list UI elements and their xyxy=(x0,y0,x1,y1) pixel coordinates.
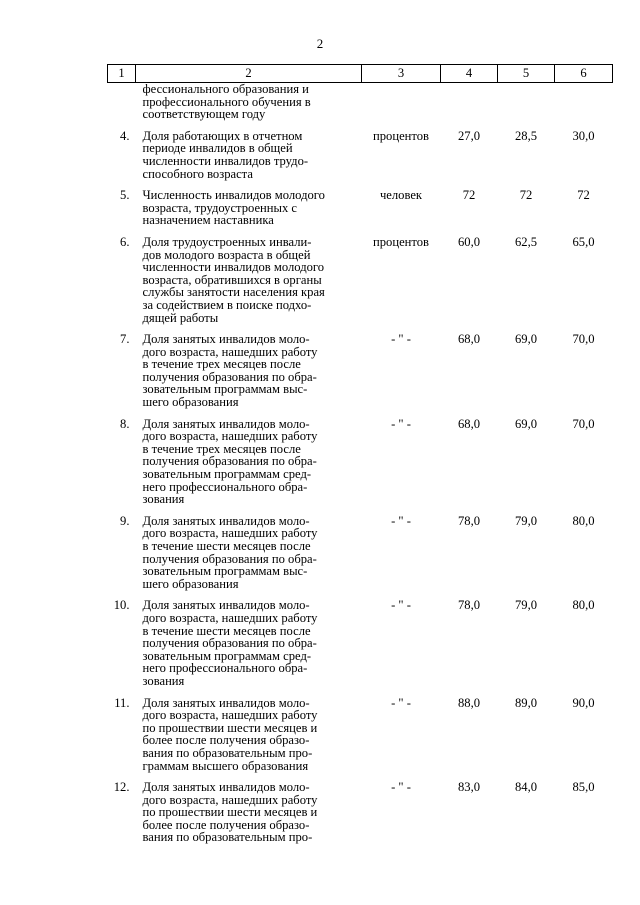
value-cell: 60,0 xyxy=(457,234,481,249)
indicator-name-line: получения образования по обра- xyxy=(142,551,317,566)
value-cell xyxy=(555,83,613,130)
indicator-name-line: него профессионального обра- xyxy=(142,661,308,676)
indicator-name-line: него профессионального обра- xyxy=(142,479,308,494)
column-header: 4 xyxy=(441,65,498,83)
indicator-name-line: за содействием в поиске подхо- xyxy=(142,297,312,312)
unit-cell: - " - xyxy=(391,416,411,431)
table-row xyxy=(108,333,613,418)
indicators-table xyxy=(107,64,613,853)
indicator-name-line: профессионального обучения в xyxy=(142,94,311,109)
indicator-name-line: в течение трех месяцев после xyxy=(142,441,301,456)
indicator-name-line: Доля занятых инвалидов моло- xyxy=(142,780,310,795)
indicator-name-line: вания по образовательным про- xyxy=(142,745,313,760)
row-number: 6. xyxy=(120,234,130,249)
value-cell: 72 xyxy=(577,188,590,203)
indicator-name-line: в течение трех месяцев после xyxy=(142,357,301,372)
table-row xyxy=(108,781,613,853)
indicator-name-line: Доля работающих в отчетном xyxy=(142,128,303,143)
column-header: 1 xyxy=(108,65,136,83)
value-cell: 27,0 xyxy=(457,128,481,143)
row-number: 10. xyxy=(113,598,130,613)
value-cell: 70,0 xyxy=(572,416,595,431)
indicator-name-line: получения образования по обра- xyxy=(142,369,317,384)
value-cell: 72 xyxy=(519,188,533,203)
page-number: 2 xyxy=(316,36,324,51)
indicator-name-line: зовательным программам сред- xyxy=(142,648,312,663)
row-number: 9. xyxy=(120,513,130,528)
indicator-name-line: способного возраста xyxy=(142,166,253,181)
indicator-name-line: численности инвалидов трудо- xyxy=(142,153,309,168)
indicator-name-line: Доля занятых инвалидов моло- xyxy=(142,332,310,347)
indicator-name-line: возраста, обратившихся в органы xyxy=(142,272,322,287)
indicator-name-line: дого возраста, нашедших работу xyxy=(142,429,318,444)
column-header: 2 xyxy=(136,65,362,83)
value-cell: 65,0 xyxy=(572,234,595,249)
table-row xyxy=(108,189,613,236)
row-number: 5. xyxy=(120,188,130,203)
indicator-name xyxy=(136,781,362,853)
value-cell: 69,0 xyxy=(514,416,538,431)
indicator-name-line: более после получения образо- xyxy=(142,817,310,832)
value-cell: 72 xyxy=(462,188,476,203)
value-cell: 30,0 xyxy=(572,128,595,143)
value-cell: 62,5 xyxy=(514,234,538,249)
indicator-name-line: численности инвалидов молодого xyxy=(142,260,325,275)
indicator-name-line: более после получения образо- xyxy=(142,733,310,748)
indicator-name-line: зовательным программам выс- xyxy=(142,564,308,579)
value-cell xyxy=(441,83,498,130)
indicator-name-line: соответствующем году xyxy=(142,107,266,122)
indicator-name-line: Доля занятых инвалидов моло- xyxy=(142,598,310,613)
table-row xyxy=(108,697,613,782)
value-cell: 90,0 xyxy=(572,695,595,710)
row-number xyxy=(108,83,136,130)
unit-cell: - " - xyxy=(391,780,411,795)
indicator-name-line: дого возраста, нашедших работу xyxy=(142,344,318,359)
value-cell: 68,0 xyxy=(457,416,481,431)
row-number: 12. xyxy=(113,780,130,795)
indicator-name-line: фессионального образования и xyxy=(142,82,309,96)
indicator-name-line: дого возраста, нашедших работу xyxy=(142,610,318,625)
indicator-name-line: Доля занятых инвалидов моло- xyxy=(142,513,310,528)
table-row xyxy=(108,130,613,189)
indicator-name-line: зования xyxy=(142,492,185,507)
unit-cell: процентов xyxy=(373,128,429,143)
indicator-name-line: в течение шести месяцев после xyxy=(142,539,311,553)
unit-cell: - " - xyxy=(391,695,411,710)
value-cell: 78,0 xyxy=(457,513,481,528)
indicator-name-line: зования xyxy=(142,673,185,688)
value-cell: 78,0 xyxy=(457,598,481,613)
indicator-name-line: по прошествии шести месяцев и xyxy=(142,720,318,735)
value-cell: 79,0 xyxy=(514,598,538,613)
indicator-name-line: периоде инвалидов в общей xyxy=(142,141,293,156)
value-cell: 89,0 xyxy=(514,695,538,710)
table-row xyxy=(108,83,613,130)
unit-cell: - " - xyxy=(391,332,411,347)
value-cell: 83,0 xyxy=(457,780,481,795)
indicator-name xyxy=(136,418,362,515)
indicator-name-line: зовательным программам выс- xyxy=(142,382,308,397)
value-cell: 80,0 xyxy=(572,513,595,528)
indicator-name-line: шего образования xyxy=(142,576,239,591)
indicator-name-line: Доля занятых инвалидов моло- xyxy=(142,416,310,431)
indicator-name-line: дого возраста, нашедших работу xyxy=(142,792,318,807)
indicator-name-line: зовательным программам сред- xyxy=(142,467,312,482)
indicator-name xyxy=(136,130,362,189)
indicator-name-line: Доля трудоустроенных инвали- xyxy=(142,234,312,249)
indicator-name-line: дого возраста, нашедших работу xyxy=(142,708,318,723)
indicator-name xyxy=(136,83,362,130)
indicator-name xyxy=(136,599,362,696)
value-cell: 68,0 xyxy=(457,332,481,347)
indicator-name-line: Численность инвалидов молодого xyxy=(142,188,325,203)
indicator-name-line: дого возраста, нашедших работу xyxy=(142,526,318,541)
indicator-name-line: дящей работы xyxy=(142,310,219,325)
unit-cell xyxy=(362,83,441,130)
indicator-name xyxy=(136,189,362,236)
row-number: 7. xyxy=(120,332,130,347)
indicator-name-line: вания по образовательным про- xyxy=(142,830,313,845)
indicator-name-line: по прошествии шести месяцев и xyxy=(142,805,318,820)
column-header: 5 xyxy=(498,65,555,83)
indicator-name-line: получения образования по обра- xyxy=(142,636,317,651)
table-row xyxy=(108,418,613,515)
unit-cell: процентов xyxy=(373,234,429,249)
indicator-name-line: службы занятости населения края xyxy=(142,285,325,300)
indicator-name-line: шего образования xyxy=(142,395,239,410)
indicator-name-line: граммам высшего образования xyxy=(142,758,309,773)
indicator-name xyxy=(136,515,362,600)
indicator-name-line: Доля занятых инвалидов моло- xyxy=(142,695,310,710)
value-cell: 80,0 xyxy=(572,598,595,613)
column-header: 3 xyxy=(362,65,441,83)
unit-cell: человек xyxy=(379,188,423,203)
unit-cell: - " - xyxy=(391,513,411,528)
indicator-name-line: получения образования по обра- xyxy=(142,454,317,469)
indicator-name xyxy=(136,333,362,418)
indicator-name-line: возраста, трудоустроенных с xyxy=(142,200,298,215)
table-header-row xyxy=(108,65,613,83)
unit-cell: - " - xyxy=(391,598,411,613)
row-number: 11. xyxy=(114,695,130,710)
indicator-name xyxy=(136,697,362,782)
value-cell: 79,0 xyxy=(514,513,538,528)
table-row xyxy=(108,236,613,333)
row-number: 4. xyxy=(120,128,130,143)
indicator-name-line: назначением наставника xyxy=(142,213,274,228)
row-number: 8. xyxy=(120,416,130,431)
indicator-name xyxy=(136,236,362,333)
table-row xyxy=(108,515,613,600)
value-cell xyxy=(498,83,555,130)
value-cell: 85,0 xyxy=(572,780,595,795)
value-cell: 84,0 xyxy=(514,780,538,795)
indicator-name-line: дов молодого возраста в общей xyxy=(142,247,311,262)
value-cell: 69,0 xyxy=(514,332,538,347)
column-header: 6 xyxy=(555,65,613,83)
table-row xyxy=(108,599,613,696)
value-cell: 28,5 xyxy=(514,128,538,143)
value-cell: 70,0 xyxy=(572,332,595,347)
value-cell: 88,0 xyxy=(457,695,481,710)
indicator-name-line: в течение шести месяцев после xyxy=(142,623,311,638)
